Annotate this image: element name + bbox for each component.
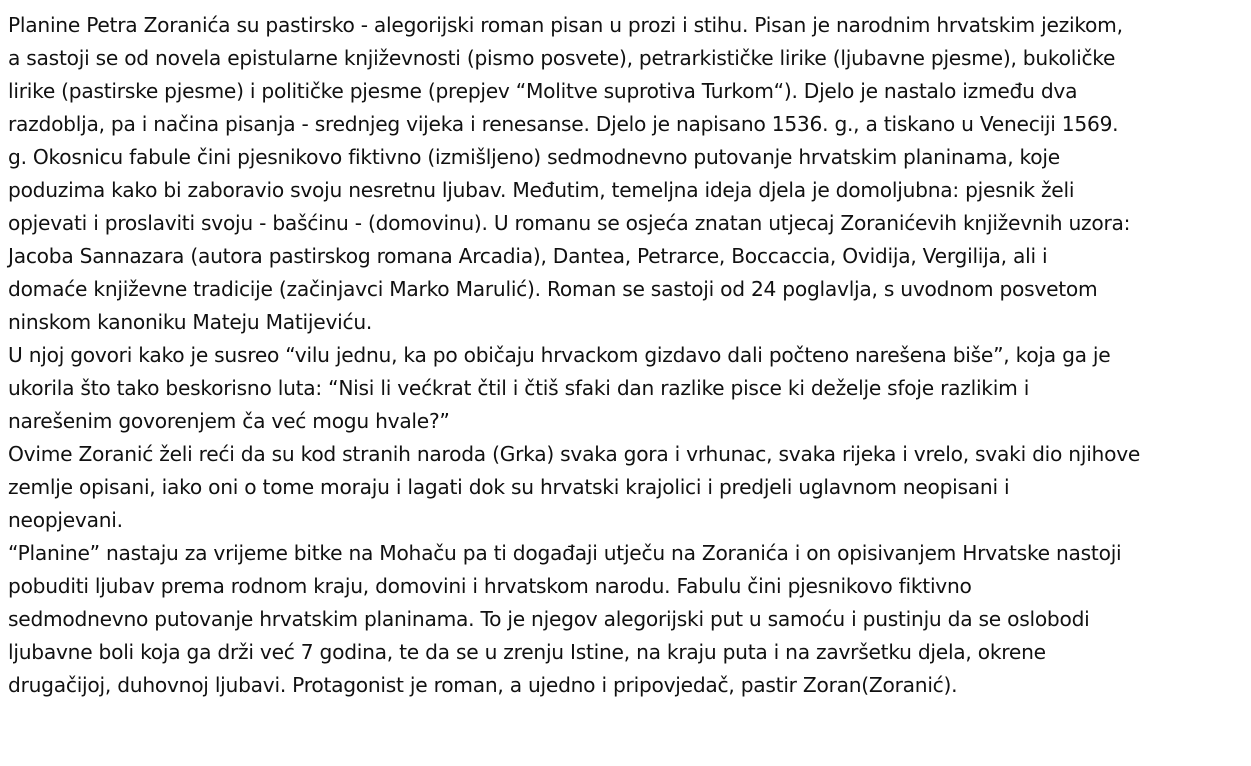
- text-line: “Planine” nastaju za vrijeme bitke na Mohaču pa ti događaji utječu na Zoranića i on opisivanjem Hrvatske nastoji: [8, 541, 1122, 565]
- text-line: a sastoji se od novela epistularne književnosti (pismo posvete), petrarkističke lirike (ljubavne pjesme), bukoličke: [8, 46, 1116, 70]
- text-line: poduzima kako bi zaboravio svoju nesretnu ljubav. Međutim, temeljna ideja djela je domoljubna: pjesnik želi: [8, 178, 1075, 202]
- text-line: opjevati i proslaviti svoju - bašćinu - (domovinu). U romanu se osjeća znatan utjecaj Zoranićevih književnih uzora:: [8, 211, 1131, 235]
- text-line: narešenim govorenjem ča već mogu hvale?”: [8, 409, 450, 433]
- text-line: neopjevani.: [8, 508, 123, 532]
- text-line: Planine Petra Zoranića su pastirsko - alegorijski roman pisan u prozi i stihu. Pisan je narodnim hrvatskim jezikom,: [8, 13, 1123, 37]
- text-line: pobuditi ljubav prema rodnom kraju, domovini i hrvatskom narodu. Fabulu čini pjesnikovo fiktivno: [8, 574, 972, 598]
- text-line: ljubavne boli koja ga drži već 7 godina, te da se u zrenju Istine, na kraju puta i na završetku djela, okrene: [8, 640, 1046, 664]
- text-line: drugačijoj, duhovnoj ljubavi. Protagonist je roman, a ujedno i pripovjedač, pastir Zoran(Zoranić).: [8, 673, 958, 697]
- text-line: zemlje opisani, iako oni o tome moraju i lagati dok su hrvatski krajolici i predjeli uglavnom neopisani i: [8, 475, 1010, 499]
- text-line: lirike (pastirske pjesme) i političke pjesme (prepjev “Molitve suprotiva Turkom“). Djelo je nastalo između dva: [8, 79, 1078, 103]
- text-line: Ovime Zoranić želi reći da su kod stranih naroda (Grka) svaka gora i vrhunac, svaka rijeka i vrelo, svaki dio njihove: [8, 442, 1141, 466]
- text-line: domaće književne tradicije (začinjavci Marko Marulić). Roman se sastoji od 24 poglavlja, s uvodnom posvetom: [8, 277, 1098, 301]
- text-line: U njoj govori kako je susreo “vilu jednu, ka po običaju hrvackom gizdavo dali počteno narešena biše”, koja ga je: [8, 343, 1111, 367]
- text-line: ukorila što tako beskorisno luta: “Nisi li većkrat čtil i čtiš sfaki dan razlike pisce ki deželje sfoje razlikim i: [8, 376, 1030, 400]
- text-line: sedmodnevno putovanje hrvatskim planinama. To je njegov alegorijski put u samoću i pustinju da se oslobodi: [8, 607, 1090, 631]
- text-line: g. Okosnicu fabule čini pjesnikovo fiktivno (izmišljeno) sedmodnevno putovanje hrvatskim planinama, koje: [8, 145, 1060, 169]
- text-line: Jacoba Sannazara (autora pastirskog romana Arcadia), Dantea, Petrarce, Boccaccia, Ovidija, Vergilija, ali i: [8, 244, 1048, 268]
- document-body: [8, 9, 1243, 702]
- text-line: ninskom kanoniku Mateju Matijeviću.: [8, 310, 373, 334]
- text-line: razdoblja, pa i načina pisanja - srednjeg vijeka i renesanse. Djelo je napisano 1536. g., a tiskano u Veneciji 1569.: [8, 112, 1119, 136]
